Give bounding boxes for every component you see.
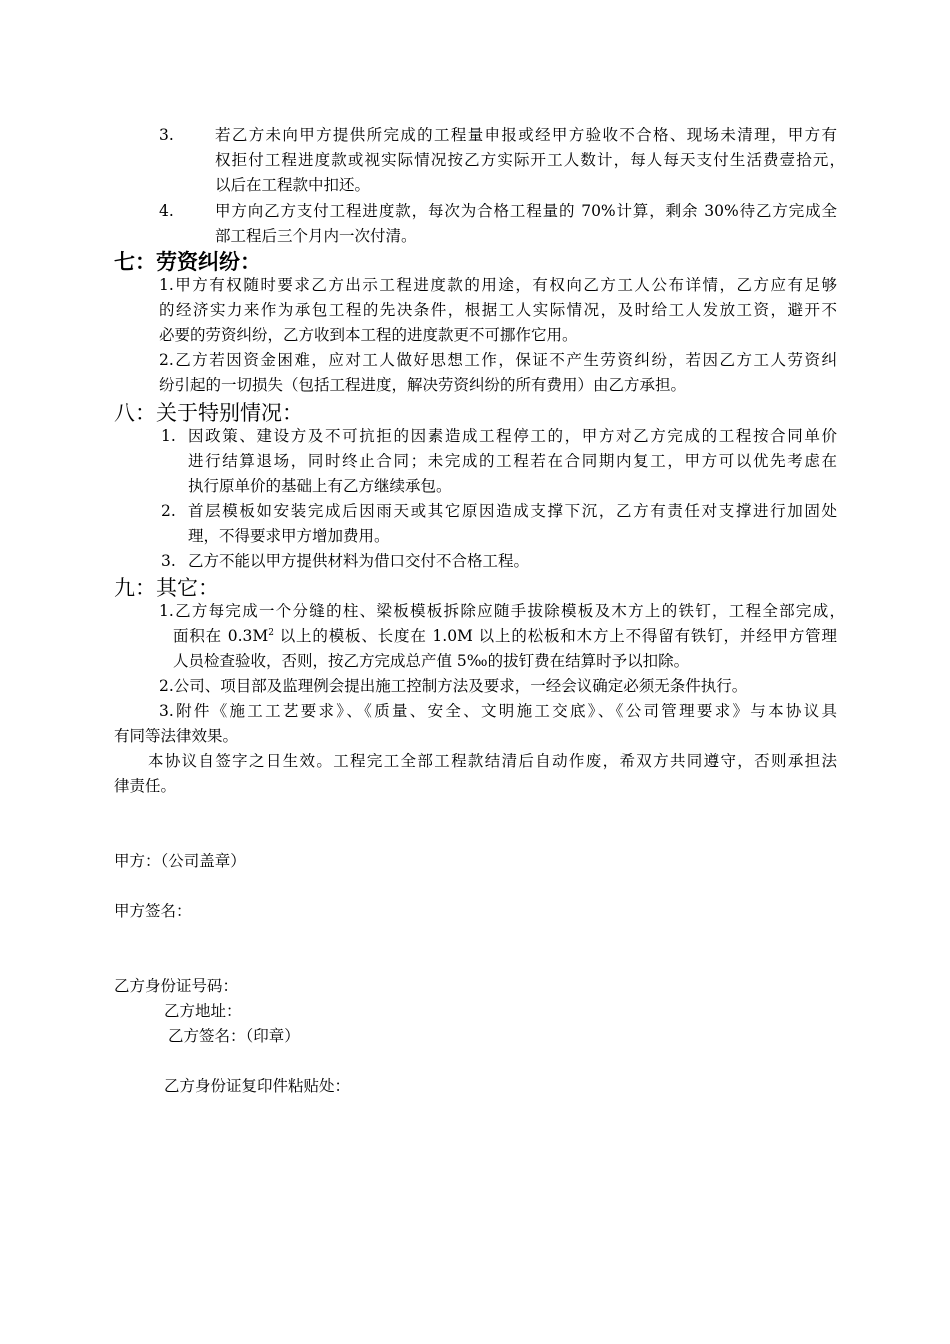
party-a-seal-label: 甲方：（公司盖章） [114,852,246,870]
party-b-id-copy-label: 乙方身份证复印件粘贴处： [164,1077,351,1095]
paragraph-line: 首层模板如安装完成后因雨天或其它原因造成支撑下沉，乙方有责任对支撑进行加固处 [188,502,837,520]
party-a-signature-label: 甲方签名： [114,902,192,920]
paragraph-line: 2.乙方若因资金困难，应对工人做好思想工作，保证不产生劳资纠纷，若因乙方工人劳资纠 [159,351,837,369]
closing-line: 本协议自签字之日生效。工程完工全部工程款结清后自动作废，希双方共同遵守，否则承担法 [148,752,837,770]
paragraph-line: 3.附件《施工工艺要求》、《质量、安全、文明施工交底》、《公司管理要求》与本协议具 [159,702,837,720]
section-heading: 九：其它： [114,576,219,600]
party-b-address-label: 乙方地址： [164,1002,242,1020]
paragraph-line: 必要的劳资纠纷，乙方收到本工程的进度款更不可挪作它用。 [159,326,578,344]
list-number: 4. [159,202,174,220]
text-fragment: 面积在 0.3M [173,627,269,645]
paragraph-line: 若乙方未向甲方提供所完成的工程量申报或经甲方验收不合格、现场未清理，甲方有 [215,126,837,144]
list-number: 3. [159,126,174,144]
paragraph-line: 部工程后三个月内一次付清。 [215,227,417,245]
text-fragment: 以上的模板、长度在 1.0M 以上的松板和木方上不得留有铁钉，并经甲方管理 [273,627,837,645]
superscript: 2 [268,627,274,638]
list-number: 2. [161,502,176,520]
paragraph-line: 2.公司、项目部及监理例会提出施工控制方法及要求，一经会议确定必须无条件执行。 [159,677,748,695]
paragraph-line: 因政策、建设方及不可抗拒的因素造成工程停工的，甲方对乙方完成的工程按合同单价 [188,427,837,445]
paragraph-line: 以后在工程款中扣还。 [215,176,371,194]
paragraph-line: 的经济实力来作为承包工程的先决条件，根据工人实际情况，及时给工人发放工资，避开不 [159,301,837,319]
paragraph-line: 甲方向乙方支付工程进度款，每次为合格工程量的 70%计算，剩余 30%待乙方完成全 [215,202,837,220]
paragraph-line: 人员检查验收，否则，按乙方完成总产值 5‰的拔钉费在结算时予以扣除。 [173,652,690,670]
paragraph-line: 理，不得要求甲方增加费用。 [188,527,390,545]
party-b-signature-label: 乙方签名：（印章） [168,1027,300,1045]
paragraph-line: 进行结算退场，同时终止合同；未完成的工程若在合同期内复工，甲方可以优先考虑在 [188,452,837,470]
list-number: 1. [161,427,176,445]
paragraph-line: 1.乙方每完成一个分缝的柱、梁板模板拆除应随手拔除模板及木方上的铁钉，工程全部完成， [159,602,845,620]
paragraph-line: 1.甲方有权随时要求乙方出示工程进度款的用途，有权向乙方工人公布详情，乙方应有足够 [159,276,837,294]
section-heading: 八：关于特别情况： [114,401,303,425]
list-number: 3. [161,552,176,570]
paragraph-line: 权拒付工程进度款或视实际情况按乙方实际开工人数计，每人每天支付生活费壹拾元， [215,151,845,169]
paragraph-line: 执行原单价的基础上有乙方继续承包。 [188,477,452,495]
section-heading: 七：劳资纠纷： [114,249,261,274]
party-b-id-label: 乙方身份证号码： [114,977,239,995]
paragraph-line: 有同等法律效果。 [114,727,239,745]
paragraph-line [173,624,837,649]
paragraph-line: 纷引起的一切损失（包括工程进度，解决劳资纠纷的所有费用）由乙方承担。 [159,376,687,394]
paragraph-line: 乙方不能以甲方提供材料为借口交付不合格工程。 [188,552,530,570]
closing-line: 律责任。 [114,777,177,795]
